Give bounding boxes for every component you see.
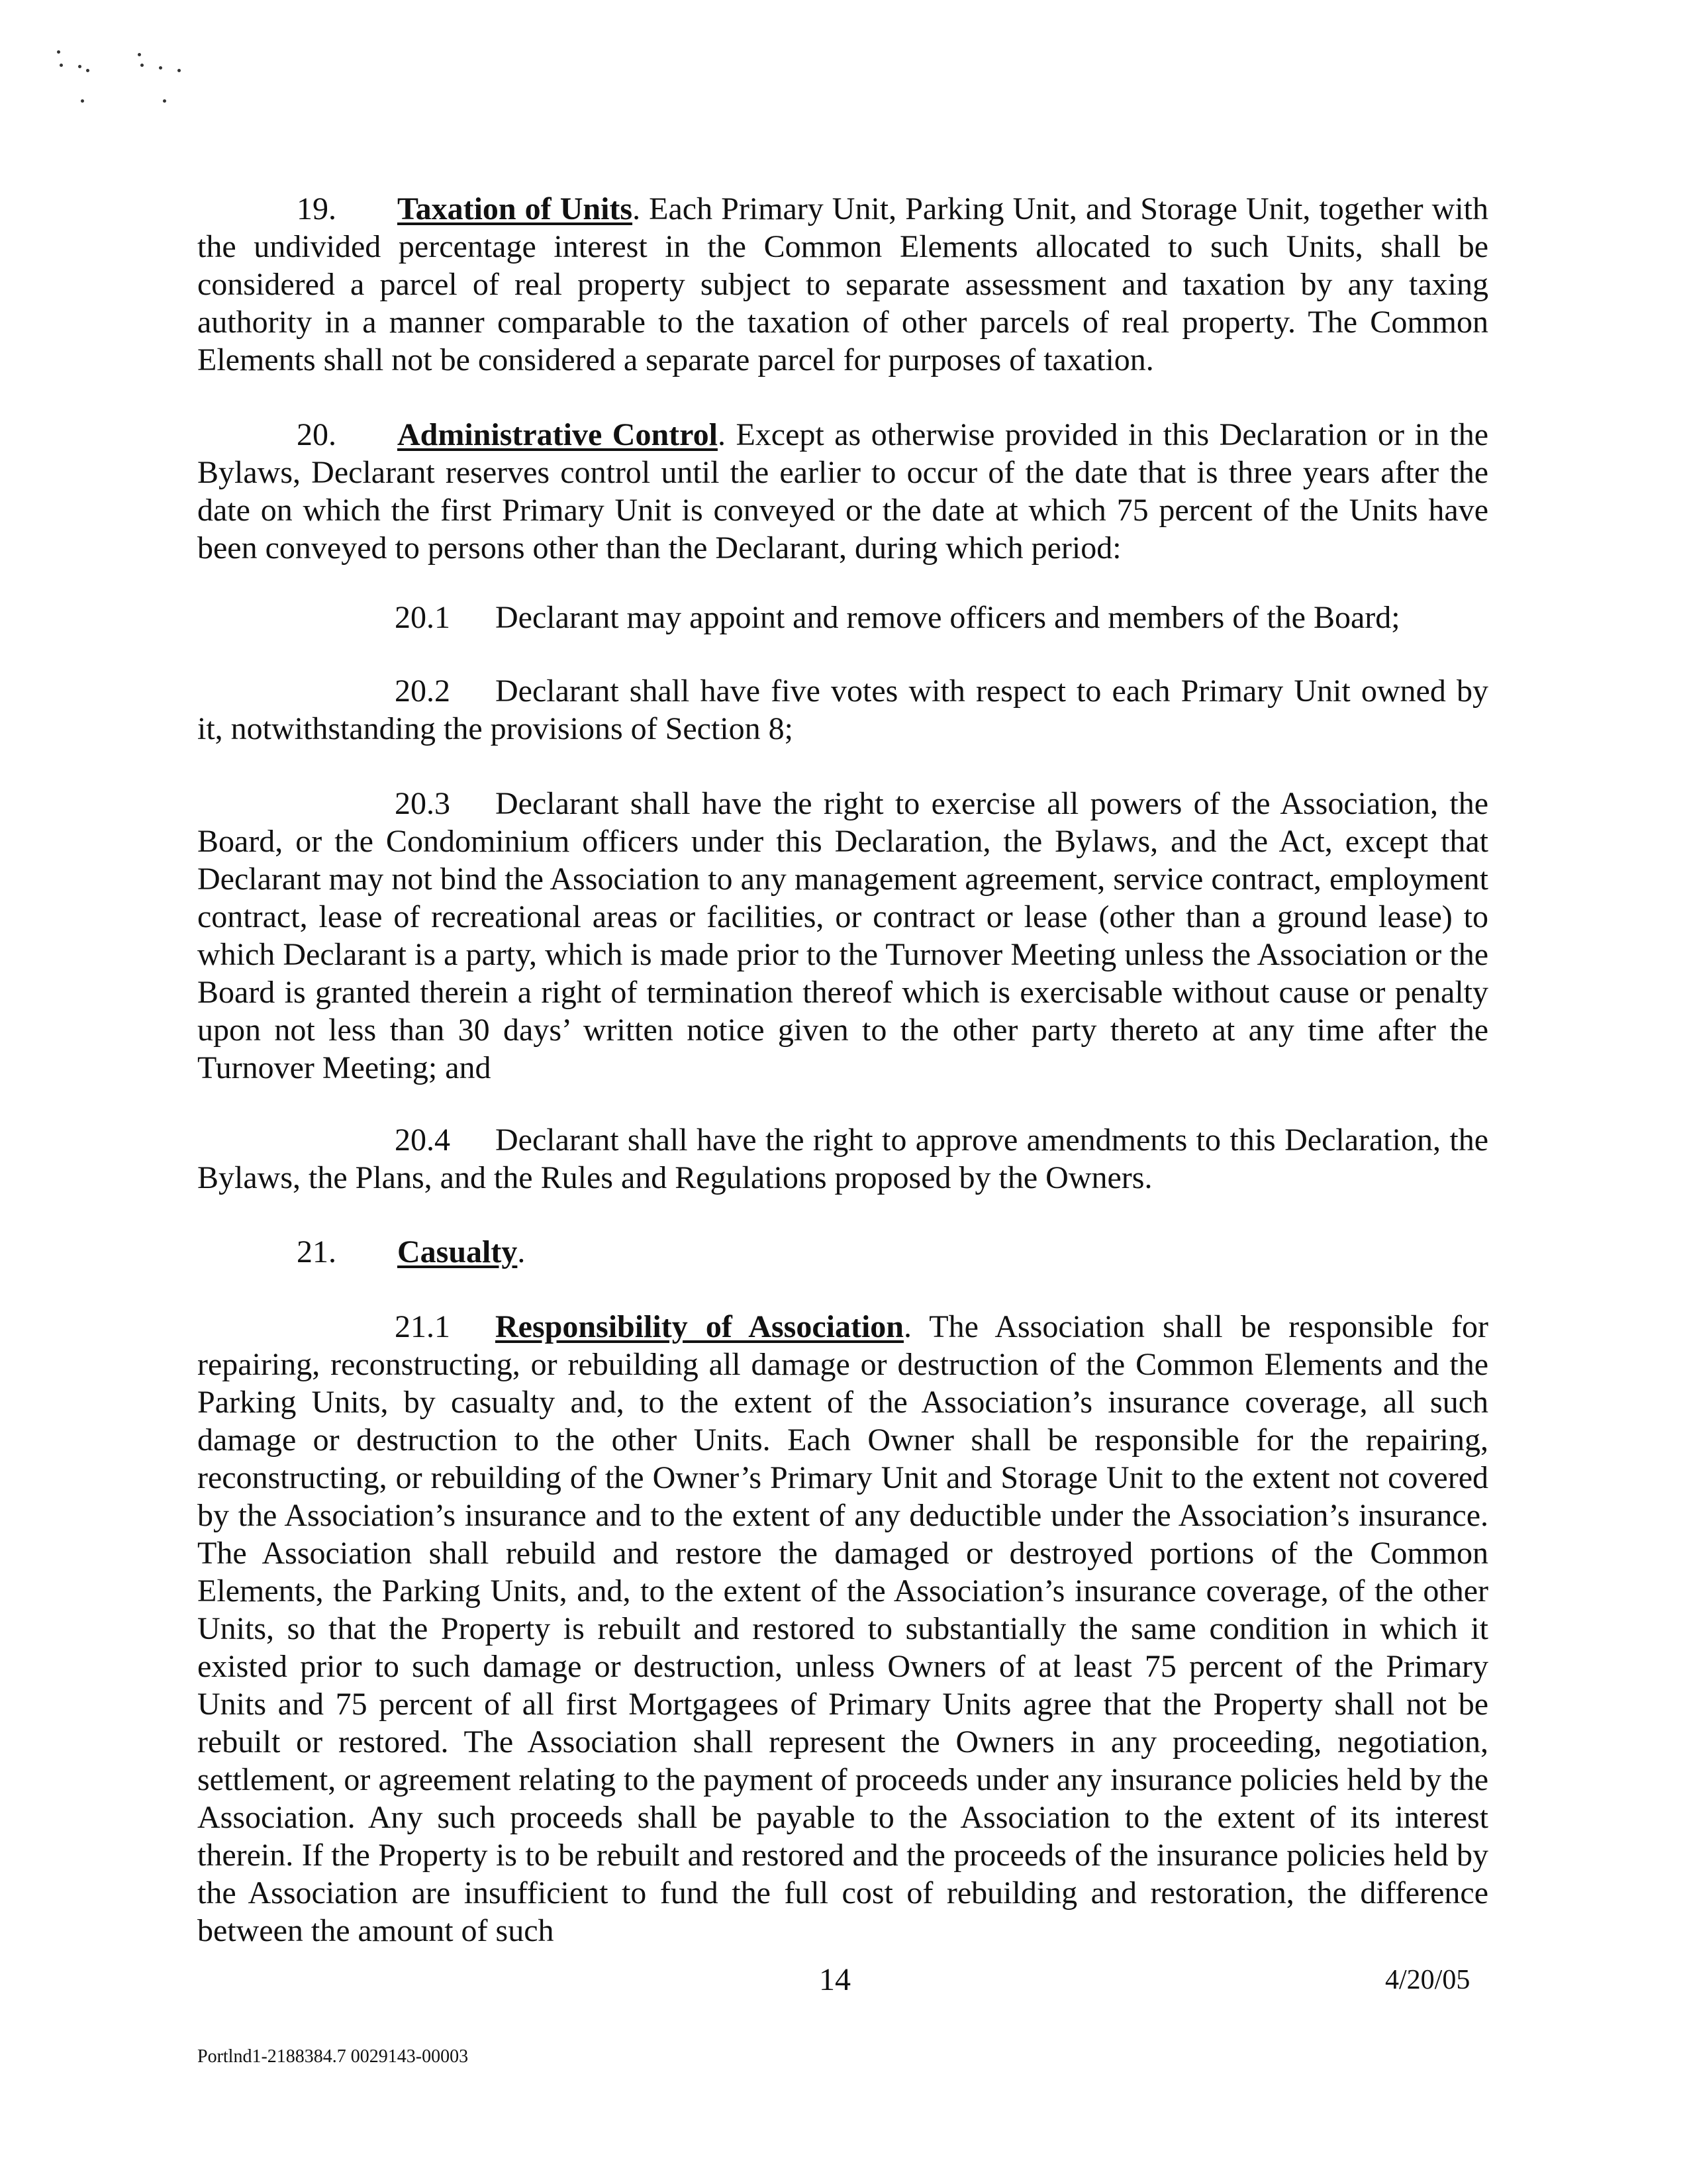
section-21-1 [197, 1308, 1488, 1950]
section-20-4 [197, 1121, 1488, 1197]
section-20-2 [197, 672, 1488, 748]
section-20-1-number: 20.1 [395, 600, 450, 635]
section-21-1-number: 21.1 [395, 1309, 450, 1344]
section-20-1 [197, 599, 1488, 636]
section-20-number: 20. [297, 417, 336, 452]
page-number: 14 [819, 1962, 851, 1997]
section-20-text: Except as otherwise provided in this Declaration or in the Bylaws, Declarant reserves control until the earlier to occur of the date that is three years after the date on which the first Primary Unit is conveyed or the date at which 75 percent of the Units have been conveyed to persons other than the Declarant, during which period: [197, 417, 1489, 566]
section-19-number: 19. [297, 191, 336, 226]
document-id: Portlnd1-2188384.7 0029143-00003 [197, 2046, 469, 2067]
section-20-heading-punct: . [717, 417, 726, 452]
section-20-3-number: 20.3 [395, 786, 450, 821]
section-21-1-text: The Association shall be responsible for repairing, reconstructing, or rebuilding all damage or destruction of the Common Elements and the Parking Units, by casualty and, to the extent of the Association’s insurance coverage, all such damage or destruction to the other Units. Each Owner shall be responsible for the repairing, reconstructing, or rebuilding of the Owner’s Primary Unit and Storage Unit to the extent not covered by the Association’s insurance and to the extent of any deductible under the Association’s insurance. The Association shall rebuild and restore the damaged or destroyed portions of the Common Elements, the Parking Units, and, to the extent of the Association’s insurance coverage, of the other Units, so that the Property is rebuilt and restored to substantially the same condition in which it existed prior to such damage or destruction, unless Owners of at least 75 percent of the Primary Units and 75 percent of all first Mortgagees of Primary Units agree that the Property shall not be rebuilt or restored. The Association shall represent the Owners in any proceeding, negotiation, settlement, or agreement relating to the payment of proceeds under any insurance policies held by the Association. Any such proceeds shall be payable to the Association to the extent of its interest therein. If the Property is to be rebuilt and restored and the proceeds of the insurance policies held by the Association are insufficient to fund the full cost of rebuilding and restoration, the difference between the amount of such [197, 1309, 1488, 1948]
section-21-1-heading: Responsibility of Association [495, 1309, 904, 1344]
section-20-3 [197, 785, 1488, 1087]
scan-specks [46, 46, 199, 119]
footer-date: 4/20/05 [1385, 1965, 1470, 1995]
section-20-4-text: Declarant shall have the right to approve amendments to this Declaration, the Bylaws, the Plans, and the Rules and Regulations proposed by the Owners. [197, 1122, 1488, 1195]
section-21-heading-punct: . [517, 1234, 526, 1269]
section-21-1-heading-punct: . [904, 1309, 912, 1344]
section-20 [197, 416, 1488, 567]
section-21 [197, 1233, 1488, 1271]
section-19-text: Each Primary Unit, Parking Unit, and Storage Unit, together with the undivided percentage interest in the Common Elements allocated to such Units, shall be considered a parcel of real property subject to separate assessment and taxation by any taxing authority in a manner comparable to the taxation of other parcels of real property. The Common Elements shall not be considered a separate parcel for purposes of taxation. [197, 191, 1489, 377]
section-20-2-text: Declarant shall have five votes with respect to each Primary Unit owned by it, notwithstanding the provisions of Section 8; [197, 673, 1488, 746]
section-20-3-text: Declarant shall have the right to exercise all powers of the Association, the Board, or the Condominium officers under this Declaration, the Bylaws, and the Act, except that Declarant may not bind the Association to any management agreement, service contract, employment contract, lease of recreational areas or facilities, or contract or lease (other than a ground lease) to which Declarant is a party, which is made prior to the Turnover Meeting unless the Association or the Board is granted therein a right of termination thereof which is exercisable without cause or penalty upon not less than 30 days’ written notice given to the other party thereto at any time after the Turnover Meeting; and [197, 786, 1488, 1085]
section-20-4-number: 20.4 [395, 1122, 450, 1158]
section-21-heading: Casualty [397, 1234, 518, 1269]
section-20-heading: Administrative Control [397, 417, 718, 452]
section-19-heading: Taxation of Units [397, 191, 633, 226]
section-20-2-number: 20.2 [395, 673, 450, 709]
section-19-heading-punct: . [632, 191, 641, 226]
section-19 [197, 190, 1488, 379]
section-20-1-text: Declarant may appoint and remove officers and members of the Board; [495, 600, 1400, 635]
section-21-number: 21. [297, 1234, 336, 1269]
